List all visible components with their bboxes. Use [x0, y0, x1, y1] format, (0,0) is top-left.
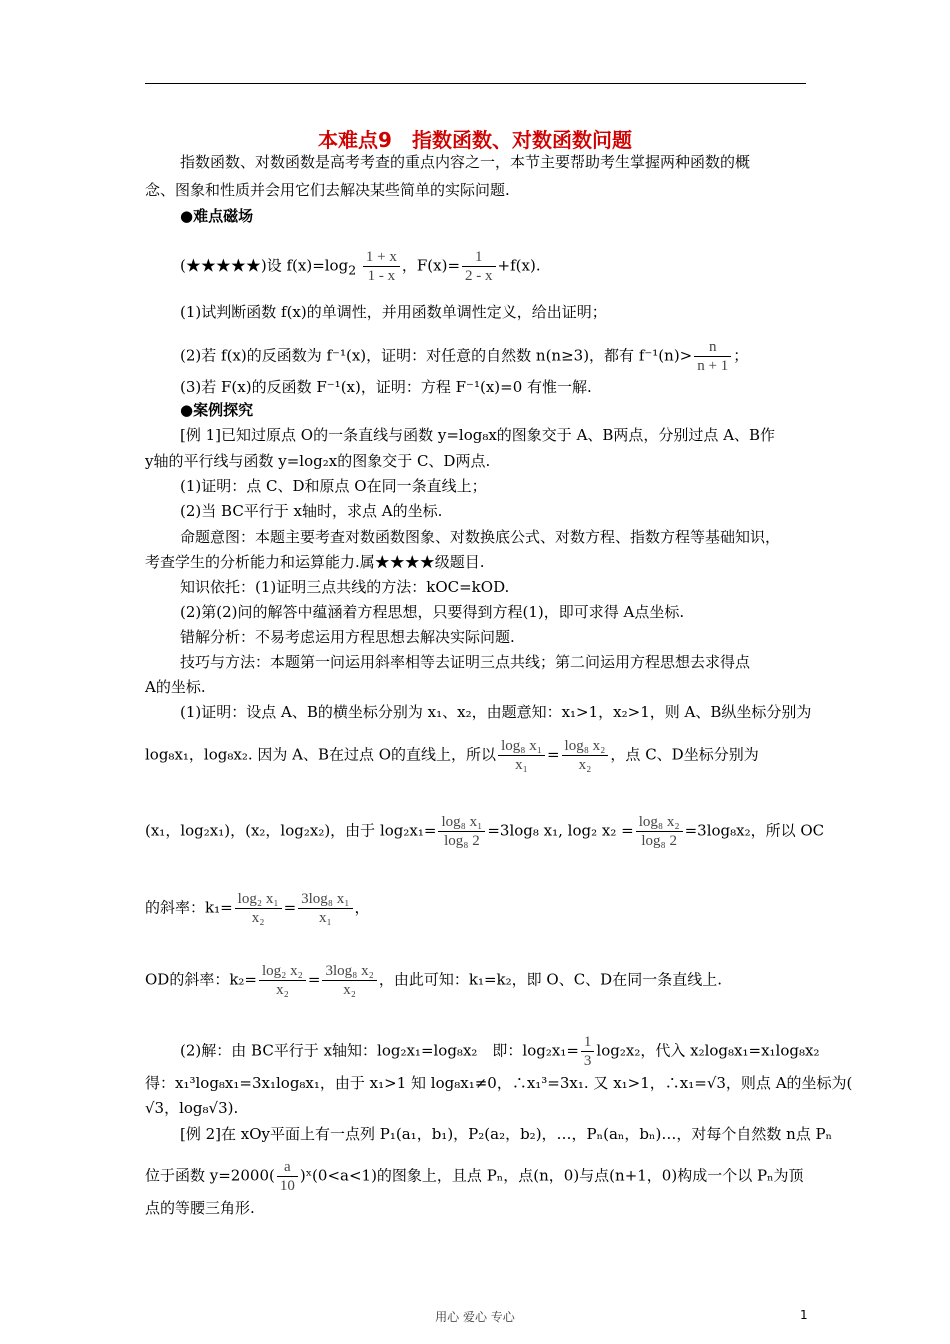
section-difficulty: ●难点磁场: [180, 207, 254, 225]
numerator: 1 + x: [363, 248, 400, 267]
question-2: [180, 338, 748, 375]
intent-line-2: 考查学生的分析能力和运算能力.属★★★★级题目.: [145, 553, 485, 571]
question-3: (3)若 F(x)的反函数 F⁻¹(x)，证明：方程 F⁻¹(x)=0 有惟一解.: [180, 378, 592, 396]
example-1-line-3: (1)证明：点 C、D和原点 O在同一条直线上；: [180, 477, 487, 495]
question-2-text: (2)若 f(x)的反函数为 f⁻¹(x)，证明：对任意的自然数 n(n≥3)，都有 f⁻¹(n)>: [180, 346, 693, 365]
denominator: x₂: [276, 982, 289, 998]
problem-line: [180, 248, 541, 285]
fraction-f: [298, 890, 352, 927]
question-1: (1)试判断函数 f(x)的单调性，并用函数单调性定义，给出证明；: [180, 303, 607, 321]
numerator: log₈ x₁: [438, 813, 485, 832]
denominator: log₈ 2: [444, 833, 480, 849]
fraction-g: [259, 962, 306, 999]
example-2-line-2-text: 位于函数 y=2000(: [145, 1166, 275, 1185]
numerator: n: [694, 338, 731, 357]
proof-line-2-end: ，点 C、D坐标分别为: [610, 745, 759, 764]
equals: =: [546, 745, 560, 764]
numerator: log₂ x₂: [259, 962, 306, 981]
solution-line-1-end: log₂x₂，代入 x₂log₈x₁=x₁log₈x₂: [596, 1041, 820, 1060]
fraction-one-third: [581, 1033, 595, 1070]
denominator: 1 - x: [367, 268, 396, 284]
method-line-1: 技巧与方法：本题第一问运用斜率相等去证明三点共线；第二问运用方程思想去求得点: [180, 653, 751, 671]
example-1-line-2: y轴的平行线与函数 y=log₂x的图象交于 C、D两点.: [145, 452, 491, 470]
numerator: log₈ x₂: [562, 737, 609, 756]
equals: =: [283, 898, 297, 917]
denominator: x₂: [578, 757, 592, 773]
proof-line-2: [145, 737, 759, 774]
equals: =: [307, 970, 321, 989]
example-2-line-3: 点的等腰三角形.: [145, 1199, 255, 1217]
numerator: 1: [462, 248, 496, 267]
fraction-b: [562, 737, 609, 774]
log-base: 2: [348, 262, 357, 278]
proof-line-4-text: 的斜率：k₁=: [145, 898, 233, 917]
example-2-line-2: [145, 1158, 804, 1195]
intent-line-1: 命题意图：本题主要考查对数函数图象、对数换底公式、对数方程、指数方程等基础知识，: [180, 528, 781, 546]
basis-line-1: 知识依托：(1)证明三点共线的方法：kOC=kOD.: [180, 578, 510, 596]
denominator: n + 1: [697, 358, 729, 374]
problem-mid: ，F(x)=: [401, 256, 461, 275]
intro-line-2: 念、图象和性质并会用它们去解决某些简单的实际问题.: [145, 181, 510, 199]
proof-line-3: [145, 813, 824, 850]
numerator: log₈ x₂: [636, 813, 683, 832]
proof-line-4: [145, 890, 370, 927]
fraction-c: [438, 813, 485, 850]
denominator: log₈ 2: [641, 833, 677, 849]
denominator: 10: [279, 1178, 295, 1194]
proof-line-3-text: (x₁，log₂x₁)，(x₂，log₂x₂)，由于 log₂x₁=: [145, 821, 437, 840]
proof-line-4-end: ，: [354, 898, 370, 917]
fraction-one-plus-x: [363, 248, 400, 285]
footer-text: 用心 爱心 专心: [435, 1310, 515, 1324]
fraction-e: [235, 890, 282, 927]
method-line-2: A的坐标.: [145, 678, 206, 696]
denominator: x₁: [515, 757, 528, 773]
fraction-a: [498, 737, 545, 774]
question-2-end: ；: [733, 346, 749, 365]
proof-line-5-text: OD的斜率：k₂=: [145, 970, 257, 989]
intro-line-1: 指数函数、对数函数是高考考查的重点内容之一，本节主要帮助考生掌握两种函数的概: [180, 153, 751, 171]
proof-line-3-end: =3log₈x₂，所以 OC: [684, 821, 825, 840]
denominator: 3: [583, 1053, 592, 1069]
denominator: x₁: [318, 910, 332, 926]
basis-line-2: (2)第(2)问的解答中蕴涵着方程思想，只要得到方程(1)，即可求得 A点坐标.: [180, 603, 685, 621]
denominator: 2 - x: [465, 268, 493, 284]
fraction-h: [322, 962, 376, 999]
example-1-line-1: [例 1]已知过原点 O的一条直线与函数 y=log₈x的图象交于 A、B两点，分别过点 A、B作: [180, 426, 776, 444]
denominator: x₂: [343, 982, 357, 998]
fraction-n-over-n1: [694, 338, 731, 375]
numerator: 3log₈ x₁: [298, 890, 352, 909]
numerator: 3log₈ x₂: [322, 962, 376, 981]
numerator: 1: [581, 1033, 595, 1052]
fraction-a-over-10: [277, 1158, 298, 1195]
fraction-d: [636, 813, 683, 850]
page-title: 本难点9 指数函数、对数函数问题: [318, 128, 632, 152]
numerator: log₂ x₁: [235, 890, 282, 909]
numerator: log₈ x₁: [498, 737, 545, 756]
proof-line-1: (1)证明：设点 A、B的横坐标分别为 x₁、x₂，由题意知：x₁>1，x₂>1，则 A、B纵坐标分别为: [180, 703, 812, 721]
example-1-line-4: (2)当 BC平行于 x轴时，求点 A的坐标.: [180, 502, 443, 520]
proof-line-5: [145, 962, 722, 999]
example-2-line-2-end: )ˣ(0<a<1)的图象上，且点 Pₙ，点(n，0)与点(n+1，0)构成一个以 Pₙ为顶: [299, 1166, 804, 1185]
page-number: 1: [800, 1308, 808, 1322]
header-rule: [145, 83, 806, 84]
example-2-line-1: [例 2]在 xOy平面上有一点列 P₁(a₁，b₁)，P₂(a₂，b₂)，…，Pₙ(aₙ，bₙ)…，对每个自然数 n点 Pₙ: [180, 1125, 833, 1143]
denominator: x₂: [251, 910, 265, 926]
solution-line-3: √3，log₈√3).: [145, 1099, 239, 1117]
solution-line-1-text: (2)解：由 BC平行于 x轴知：log₂x₁=log₈x₂ 即：log₂x₁=: [180, 1041, 579, 1060]
problem-prefix: (★★★★★)设 f(x)=log: [180, 256, 349, 275]
section-cases: ●案例探究: [180, 401, 254, 419]
solution-line-2: 得：x₁³log₈x₁=3x₁log₈x₁，由于 x₁>1 知 log₈x₁≠0，∴x₁³=3x₁. 又 x₁>1，∴x₁=√3，则点 A的坐标为(: [145, 1074, 853, 1092]
error-analysis: 错解分析：不易考虑运用方程思想去解决实际问题.: [180, 628, 515, 646]
proof-line-3-mid: =3log₈ x₁, log₂ x₂ =: [487, 821, 634, 840]
numerator: a: [277, 1158, 298, 1177]
fraction-one-over: [462, 248, 496, 285]
proof-line-2-text: log₈x₁，log₈x₂. 因为 A、B在过点 O的直线上，所以: [145, 745, 497, 764]
solution-line-1: [180, 1033, 819, 1070]
proof-line-5-end: ，由此可知：k₁=k₂，即 O、C、D在同一条直线上.: [378, 970, 722, 989]
problem-post: +f(x).: [497, 256, 541, 275]
